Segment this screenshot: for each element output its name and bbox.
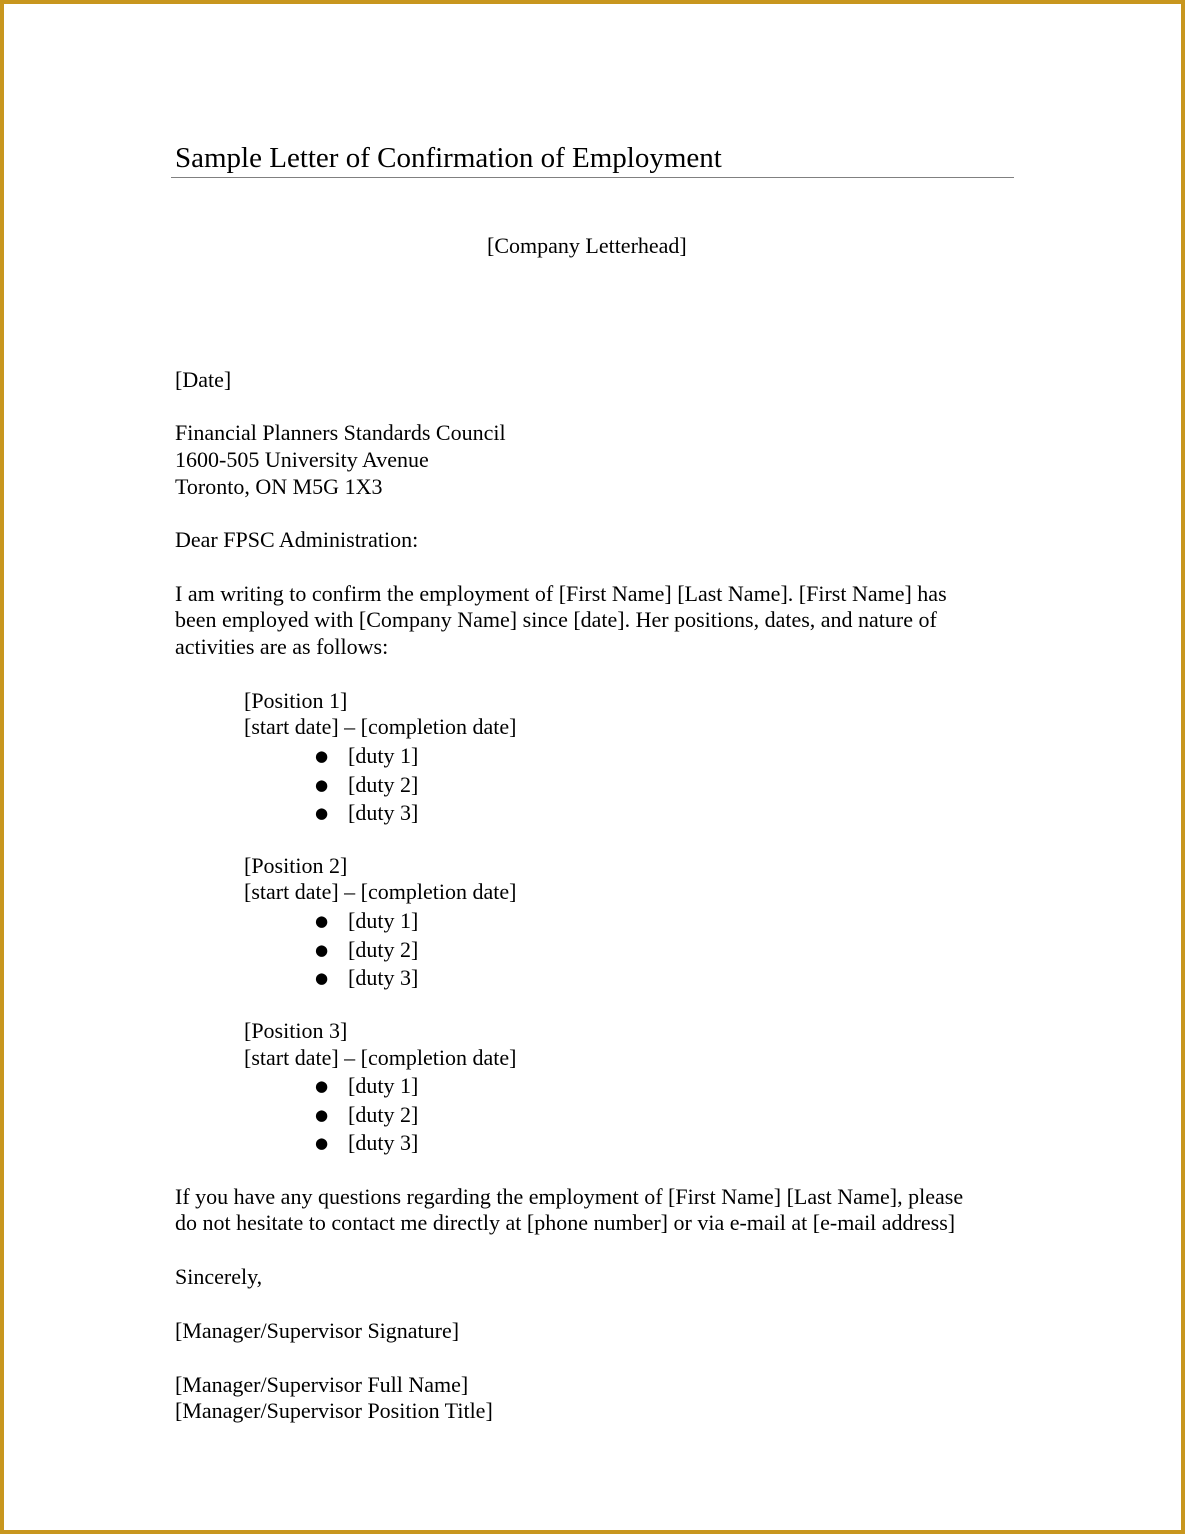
duty-text: [duty 2] [348, 937, 419, 962]
duty-text: [duty 3] [348, 1130, 419, 1155]
bullet-icon: ● [315, 1134, 329, 1152]
closing-line-1: If you have any questions regarding the employment of [First Name] [Last Name], please [175, 1184, 964, 1209]
manager-full-name: [Manager/Supervisor Full Name] [175, 1372, 469, 1397]
duty-text: [duty 3] [348, 800, 419, 825]
duty-text: [duty 3] [348, 965, 419, 990]
duty-text: [duty 2] [348, 772, 419, 797]
duty-item [315, 800, 418, 826]
duty-item [315, 1102, 418, 1128]
bullet-icon: ● [315, 941, 329, 959]
position-dates: [start date] – [completion date] [244, 879, 517, 904]
closing-line-2: do not hesitate to contact me directly at [phone number] or via e-mail at [e-mail address] [175, 1210, 956, 1235]
duty-item [315, 1073, 418, 1099]
duty-item [315, 965, 418, 991]
manager-position-title: [Manager/Supervisor Position Title] [175, 1398, 493, 1423]
salutation: Dear FPSC Administration: [175, 527, 419, 552]
intro-line-3: activities are as follows: [175, 634, 389, 659]
signature-placeholder: [Manager/Supervisor Signature] [175, 1318, 460, 1343]
position-title: [Position 3] [244, 1018, 348, 1043]
position-dates: [start date] – [completion date] [244, 1045, 517, 1070]
duty-item [315, 908, 418, 934]
duty-text: [duty 2] [348, 1102, 419, 1127]
recipient-street: 1600-505 University Avenue [175, 447, 429, 472]
title-underline [171, 177, 1014, 178]
recipient-name: Financial Planners Standards Council [175, 420, 506, 445]
duty-text: [duty 1] [348, 908, 419, 933]
document-title: Sample Letter of Confirmation of Employment [175, 142, 722, 174]
bullet-icon: ● [315, 747, 329, 765]
bullet-icon: ● [315, 912, 329, 930]
position-dates: [start date] – [completion date] [244, 714, 517, 739]
intro-line-1: I am writing to confirm the employment of [First Name] [Last Name]. [First Name] has [175, 581, 947, 606]
letter-date: [Date] [175, 367, 232, 392]
duty-item [315, 1130, 418, 1156]
bullet-icon: ● [315, 804, 329, 822]
company-letterhead: [Company Letterhead] [487, 233, 687, 258]
position-title: [Position 2] [244, 853, 348, 878]
duty-text: [duty 1] [348, 743, 419, 768]
duty-item [315, 772, 418, 798]
duty-text: [duty 1] [348, 1073, 419, 1098]
recipient-city: Toronto, ON M5G 1X3 [175, 474, 383, 499]
position-title: [Position 1] [244, 688, 348, 713]
bullet-icon: ● [315, 969, 329, 987]
bullet-icon: ● [315, 776, 329, 794]
bullet-icon: ● [315, 1077, 329, 1095]
signoff: Sincerely, [175, 1264, 263, 1289]
intro-line-2: been employed with [Company Name] since [date]. Her positions, dates, and nature of [175, 607, 937, 632]
bullet-icon: ● [315, 1106, 329, 1124]
duty-item [315, 937, 418, 963]
duty-item [315, 743, 418, 769]
